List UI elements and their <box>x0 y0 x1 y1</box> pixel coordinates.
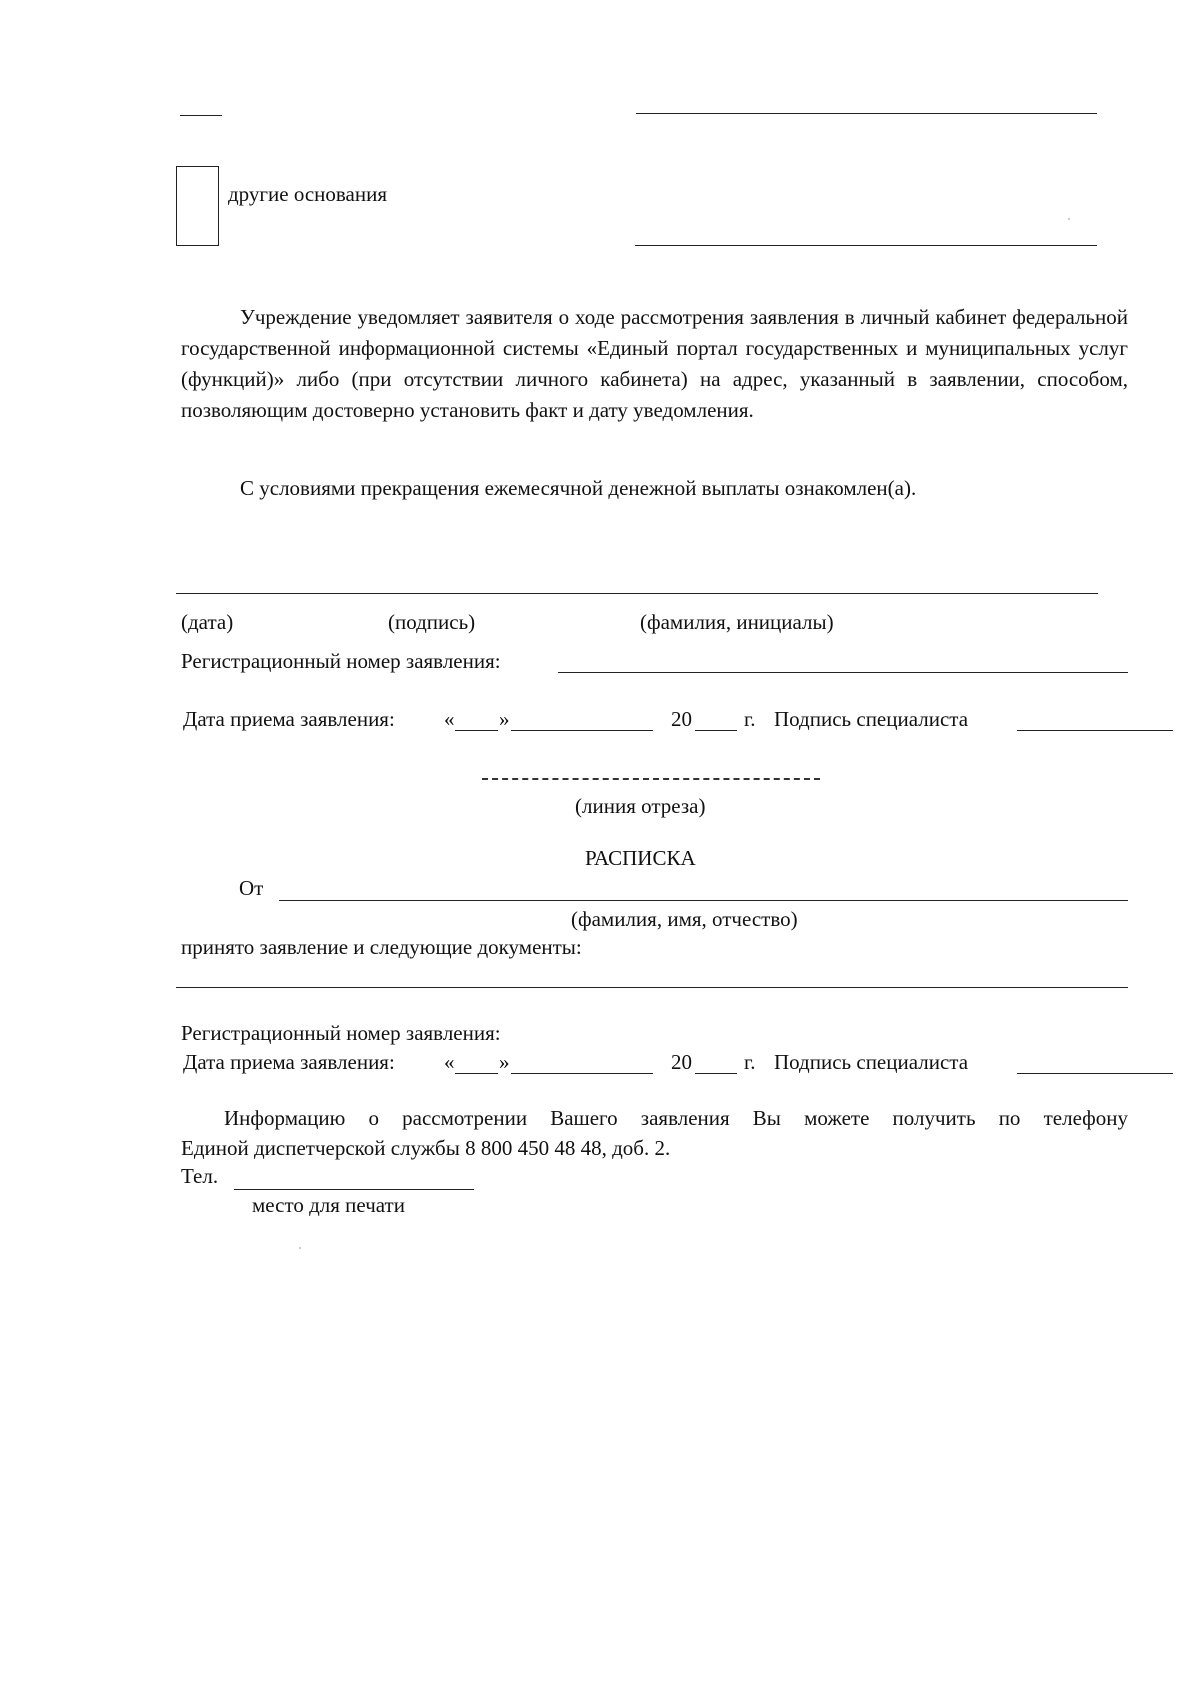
year-suffix: г. <box>744 707 756 731</box>
month-blank[interactable] <box>511 730 653 731</box>
documents-line[interactable] <box>176 987 1128 988</box>
acknowledgement-text: С условиями прекращения ежемесячной денежной выплаты ознакомлен(а). <box>240 476 917 500</box>
receipt-registration-number-label: Регистрационный номер заявления: <box>181 1021 501 1045</box>
top-left-blank-line <box>180 115 222 116</box>
open-quote: « <box>444 707 455 731</box>
receipt-month-blank[interactable] <box>511 1073 653 1074</box>
receipt-year-blank[interactable] <box>695 1073 737 1074</box>
cut-line <box>482 778 820 780</box>
documents-accepted-text: принято заявление и следующие документы: <box>181 935 582 959</box>
signature-caption: (подпись) <box>388 610 476 634</box>
from-label: От <box>239 876 264 900</box>
receipt-year-suffix: г. <box>744 1050 756 1074</box>
fio-caption: (фамилия, имя, отчество) <box>571 907 798 931</box>
date-caption: (дата) <box>181 610 234 634</box>
other-grounds-label: другие основания <box>228 182 388 206</box>
year-prefix: 20 <box>671 707 692 731</box>
receipt-acceptance-date-label: Дата приема заявления: <box>183 1050 395 1074</box>
from-line[interactable] <box>279 900 1128 901</box>
phone-label: Тел. <box>181 1164 219 1188</box>
close-quote: » <box>499 707 510 731</box>
acceptance-date-label: Дата приема заявления: <box>183 707 395 731</box>
signature-line[interactable] <box>176 593 1098 594</box>
year-blank[interactable] <box>695 730 737 731</box>
name-caption: (фамилия, инициалы) <box>640 610 834 634</box>
receipt-year-prefix: 20 <box>671 1050 692 1074</box>
specialist-signature-line[interactable] <box>1017 730 1173 731</box>
stamp-place-text: место для печати <box>252 1193 405 1217</box>
receipt-close-quote: » <box>499 1050 510 1074</box>
phone-line[interactable] <box>234 1189 474 1190</box>
specialist-signature-label: Подпись специалиста <box>774 707 969 731</box>
receipt-specialist-signature-line[interactable] <box>1017 1073 1173 1074</box>
other-grounds-blank-line[interactable] <box>635 245 1097 246</box>
day-blank[interactable] <box>455 730 498 731</box>
registration-number-line[interactable] <box>558 672 1128 673</box>
info-line-1: Информацию о рассмотрении Вашего заявления Вы можете получить по телефону <box>224 1106 1128 1130</box>
info-line-2: Единой диспетчерской службы 8 800 450 48 48, доб. 2. <box>181 1136 671 1160</box>
other-grounds-checkbox[interactable] <box>176 166 219 246</box>
receipt-open-quote: « <box>444 1050 455 1074</box>
registration-number-label: Регистрационный номер заявления: <box>181 649 501 673</box>
receipt-title: РАСПИСКА <box>585 846 696 870</box>
notice-paragraph <box>181 302 1128 426</box>
notice-text: Учреждение уведомляет заявителя о ходе рассмотрения заявления в личный кабинет федеральной государственной информационной системы «Единый портал государственных и муниципальных услуг (функций)» либо (при отсутствии личного кабинета) на адрес, указанный в заявлении, способом, позволяющим достоверно установить факт и дату уведомления. <box>181 305 1128 422</box>
cut-line-caption: (линия отреза) <box>575 794 706 818</box>
receipt-day-blank[interactable] <box>455 1073 498 1074</box>
receipt-specialist-signature-label: Подпись специалиста <box>774 1050 969 1074</box>
scan-speck <box>299 1247 301 1249</box>
top-right-blank-line <box>636 113 1097 114</box>
scan-speck <box>1068 218 1070 220</box>
